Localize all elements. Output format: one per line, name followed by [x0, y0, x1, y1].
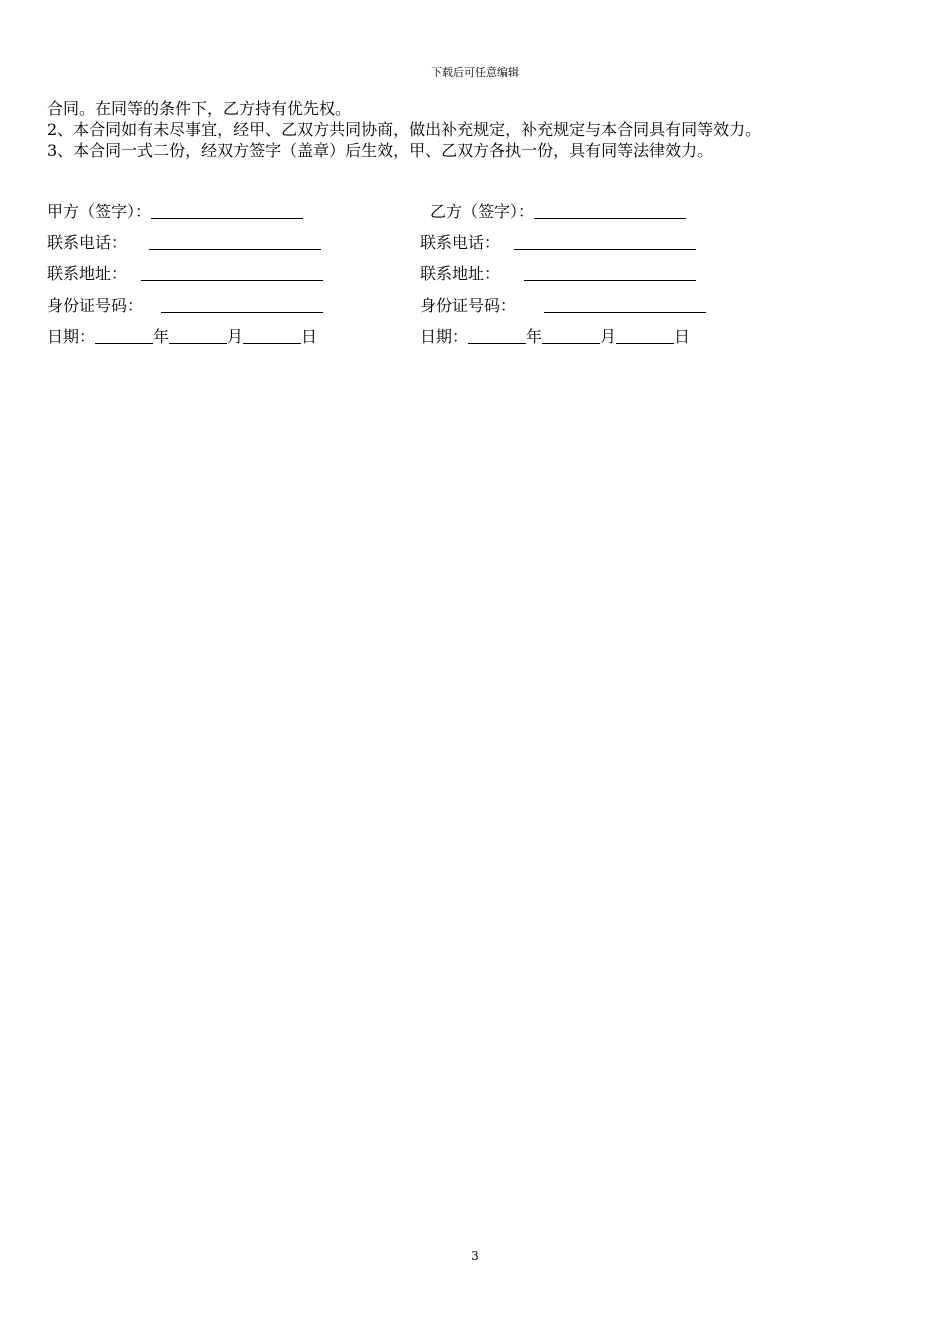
party-b-sign-row: [430, 200, 686, 223]
party-a-year-blank: [95, 327, 153, 344]
party-a-sign-row: [47, 200, 303, 223]
party-b-sign-blank: [534, 202, 686, 219]
party-b-address-row: [420, 262, 696, 285]
party-a-sign-label: 甲方（签字）：: [47, 202, 152, 221]
page-header: 下载后可任意编辑: [431, 66, 519, 79]
party-b-phone-row: [420, 231, 696, 254]
party-b-year-blank: [468, 327, 526, 344]
party-b-id-label: 身份证号码：: [420, 296, 517, 315]
party-b-phone-label: 联系电话：: [420, 233, 501, 252]
party-a-month-blank: [169, 327, 227, 344]
body-line-3: 3、本合同一式二份，经双方签字（盖章）后生效，甲、乙双方各执一份，具有同等法律效力。: [47, 141, 714, 160]
party-a-id-row: [47, 294, 323, 317]
party-a-address-label: 联系地址：: [47, 264, 128, 283]
party-a-id-label: 身份证号码：: [47, 296, 144, 315]
party-a-month-label: 月: [227, 327, 244, 346]
party-a-date-label: 日期：: [47, 327, 96, 346]
party-a-year-label: 年: [153, 327, 170, 346]
party-a-phone-blank: [149, 233, 321, 250]
party-b-day-label: 日: [674, 327, 691, 346]
party-b-sign-label: 乙方（签字）：: [430, 202, 535, 221]
page-number: 3: [471, 1249, 479, 1263]
party-a-phone-row: [47, 231, 321, 254]
body-line-2: 2、本合同如有未尽事宜，经甲、乙双方共同协商，做出补充规定，补充规定与本合同具有同等效力。: [47, 120, 762, 139]
party-b-year-label: 年: [526, 327, 543, 346]
party-a-date-row: [47, 325, 317, 348]
party-b-address-label: 联系地址：: [420, 264, 501, 283]
party-a-id-blank: [161, 296, 323, 313]
party-a-address-blank: [141, 264, 323, 281]
party-b-month-label: 月: [600, 327, 617, 346]
party-a-phone-label: 联系电话：: [47, 233, 128, 252]
party-a-day-label: 日: [301, 327, 318, 346]
party-b-date-row: [420, 325, 690, 348]
party-b-day-blank: [616, 327, 674, 344]
party-a-sign-blank: [151, 202, 303, 219]
party-b-date-label: 日期：: [420, 327, 469, 346]
party-a-day-blank: [243, 327, 301, 344]
contract-body: [47, 98, 761, 161]
body-line-1: 合同。在同等的条件下，乙方持有优先权。: [47, 99, 352, 118]
party-a-address-row: [47, 262, 323, 285]
party-b-address-blank: [524, 264, 696, 281]
party-b-phone-blank: [514, 233, 696, 250]
party-b-month-blank: [542, 327, 600, 344]
party-b-id-blank: [544, 296, 706, 313]
party-b-id-row: [420, 294, 706, 317]
